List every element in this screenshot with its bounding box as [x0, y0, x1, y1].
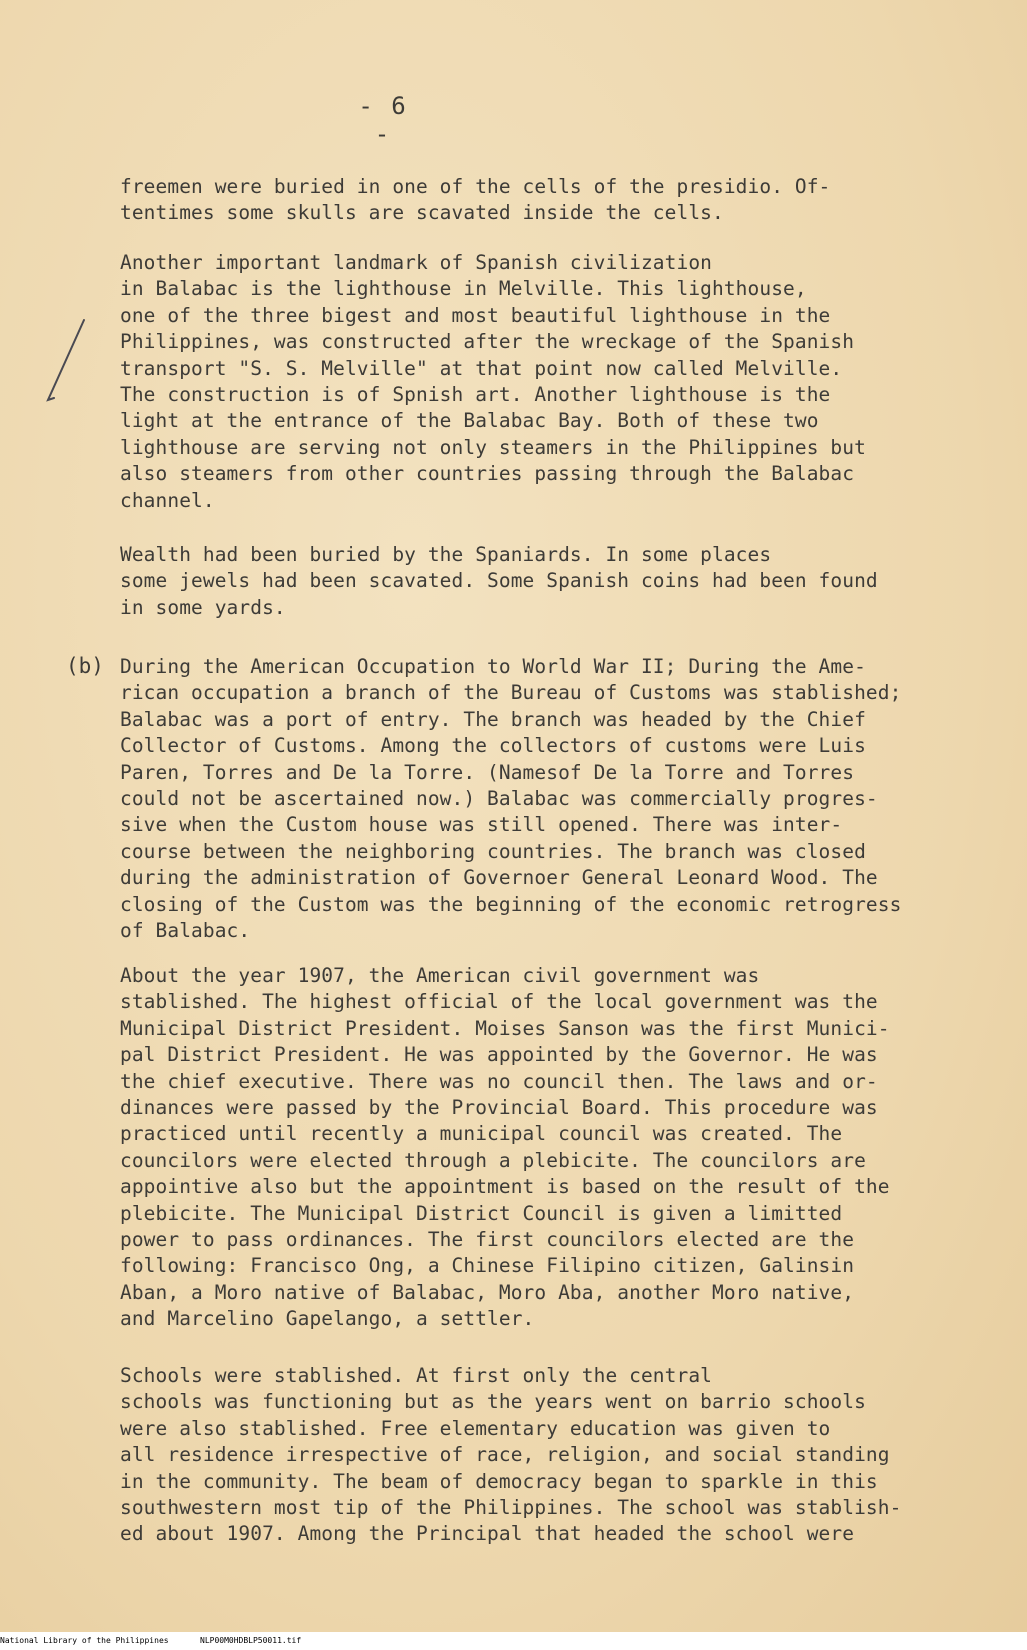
paragraph-1: freemen were buried in one of the cells of the presidio. Of- tentimes some skulls are scavated inside the cells. — [120, 175, 831, 225]
paragraph-4: During the American Occupation to World War II; During the Ame- rican occupation a branch of the Bureau of Customs was stablished; Balabac was a port of entry. The branch was headed by the Chief Collector of Customs. Among the collectors of customs were Luis Paren, Torres and De la Torre. (Namesof De la Torre and Torres could not be ascertained now.) Balabac was commercially progres- sive when the Custom house was still opened. There was inter- course between the neighboring countries. The branch was closed during the administration of Governoer General Leonard Wood. The closing of the Custom was the beginning of the economic retrogress of Balabac. — [120, 655, 902, 943]
section-marker: (b) — [66, 654, 104, 678]
paragraph-5: About the year 1907, the American civil government was stablished. The highest official of the local government was the Municipal District President. Moises Sanson was the first Munici- pal District President. He was appointed by the Governor. He was the chief executive. There was no council then. The laws and or- dinances were passed by the Provincial Board. This procedure was practiced until recently a municipal council was created. The councilors were elected through a plebicite. The councilors are appointive also but the appointment is based on the result of the plebicite. The Municipal District Council is given a limitted power to pass ordinances. The first councilors elected are the following: Francisco Ong, a Chinese Filipino citizen, Galinsin Aban, a Moro native of Balabac, Moro Aba, another Moro native, and Marcelino Gapelango, a settler. — [120, 964, 890, 1331]
paragraph-3: Wealth had been buried by the Spaniards. In some places some jewels had been scavated. Some Spanish coins had been found in some yards. — [120, 543, 878, 619]
scan-footer — [0, 1632, 1027, 1650]
paragraph-2: Another important landmark of Spanish civilization in Balabac is the lighthouse in Melville. This lighthouse, one of the three bigest and most beautiful lighthouse in the Philippines, was constructed after the wreckage of the Spanish transport "S. S. Melville" at that point now called Melville. The construction is of Spnish art. Another lighthouse is the light at the entrance of the Balabac Bay. Both of these two lighthouse are serving not only steamers in the Philippines but also steamers from other countries passing through the Balabac channel. — [120, 251, 866, 512]
margin-pen-mark — [40, 316, 90, 412]
library-label: National Library of the Philippines — [0, 1636, 169, 1645]
file-id-label: NLP00M0HDBLP50011.tif — [200, 1636, 302, 1645]
paragraph-6: Schools were stablished. At first only the central schools was functioning but as the years went on barrio schools were also stablished. Free elementary education was given to all residence irrespective of race, religion, and social standing in the community. The beam of democracy began to sparkle in this southwestern most tip of the Philippines. The school was stablish- ed about 1907. Among the Principal that headed the school were — [120, 1364, 902, 1546]
page-number: - 6 - — [358, 92, 408, 148]
